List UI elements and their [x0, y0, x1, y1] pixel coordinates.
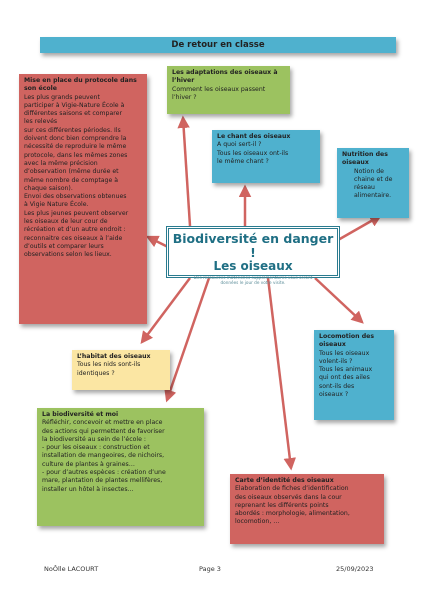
box-locomotion-title: Locomotion des oiseaux	[319, 333, 375, 349]
box-nutrition-text: Notion de chaine et de réseau alimentaire.	[354, 167, 393, 200]
box-habitat-title: L’habitat des oiseaux	[77, 353, 151, 360]
box-habitat	[72, 350, 170, 390]
box-carte-text: Elaboration de fiches d’identification des oiseaux observés dans la cour reprenant les différents points abordés : morphologie, alimentation, locomotion, …	[235, 485, 350, 526]
box-chant-text: A quoi sert-il ? Tous les oiseaux ont-ils le même chant ?	[217, 141, 289, 165]
box-locomotion	[314, 330, 394, 420]
box-adaptations	[167, 66, 290, 114]
central-title-box	[166, 226, 340, 285]
arrow-to-carte	[268, 278, 291, 468]
box-protocole	[19, 74, 147, 324]
arrow-to-biodiversite	[167, 278, 209, 400]
box-carte	[230, 474, 384, 544]
footer-date: 25/09/2023	[336, 565, 374, 573]
box-adaptations-title: Les adaptations des oiseaux à l’hiver	[172, 69, 278, 85]
box-habitat-text: Tous les nids sont-ils identiques ?	[77, 361, 141, 377]
central-subtitle-line1: Des ressources matérielles supplémentaires vous seront	[193, 275, 313, 280]
box-chant-title: Le chant des oiseaux	[217, 133, 291, 140]
box-chant	[212, 130, 320, 183]
box-carte-title: Carte d’identité des oiseaux	[235, 477, 334, 484]
box-biodiversite	[37, 408, 204, 526]
central-title-line2: Les oiseaux	[213, 259, 293, 273]
footer-page: Page 3	[199, 565, 221, 573]
footer-author: NoÔlle LACOURT	[44, 565, 99, 573]
arrow-to-nutrition	[338, 216, 380, 240]
box-nutrition	[337, 148, 409, 218]
page-header	[40, 37, 396, 53]
header-title: De retour en classe	[171, 40, 265, 50]
central-subtitle-line2: données le jour de votre visite.	[220, 280, 286, 285]
central-title-line1: Biodiversité en danger !	[172, 231, 334, 260]
arrow-to-habitat	[142, 278, 190, 342]
arrow-to-adaptations	[183, 118, 190, 226]
box-biodiversite-title: La biodiversité et moi	[42, 411, 119, 418]
box-adaptations-text: Comment les oiseaux passent l’hiver ?	[172, 85, 266, 101]
box-biodiversite-text: Réfléchir, concevoir et mettre en place des actions qui permettent de favoriser la biodiversité au sein de l’école : - pour les oiseaux : construction et installation de mangeoires, de nichoirs, culture de plantes à graines… - pour d’autres espèces : création d’une mare, plantation de plantes mellifères, installer un hôtel à insectes…	[42, 419, 166, 493]
box-protocole-text: Les plus grands peuvent participer à Vigie-Nature École à différentes saisons et comparer les relevés sur ces différentes périodes. Ils doivent donc bien comprendre la nécessité de reproduire le même protocole, dans les mêmes zones avec la même précision d’observation (même durée et même nombre de comptage à chaque saison). Envoi des observations obtenues à Vigie Nature École. Les plus jeunes peuvent observer les oiseaux de leur cour de récréation et d’un autre endroit : reconnaitre ces oiseaux à l’aide d’outils et comparer leurs observations selon les lieux.	[24, 93, 129, 259]
box-protocole-title: Mise en place du protocole dans son école	[24, 77, 137, 93]
box-locomotion-text: Tous les oiseaux volent-ils ? Tous les animaux qui ont des ailes sont-ils des oiseaux ?	[319, 349, 373, 399]
box-nutrition-title: Nutrition des oiseaux	[342, 151, 388, 167]
